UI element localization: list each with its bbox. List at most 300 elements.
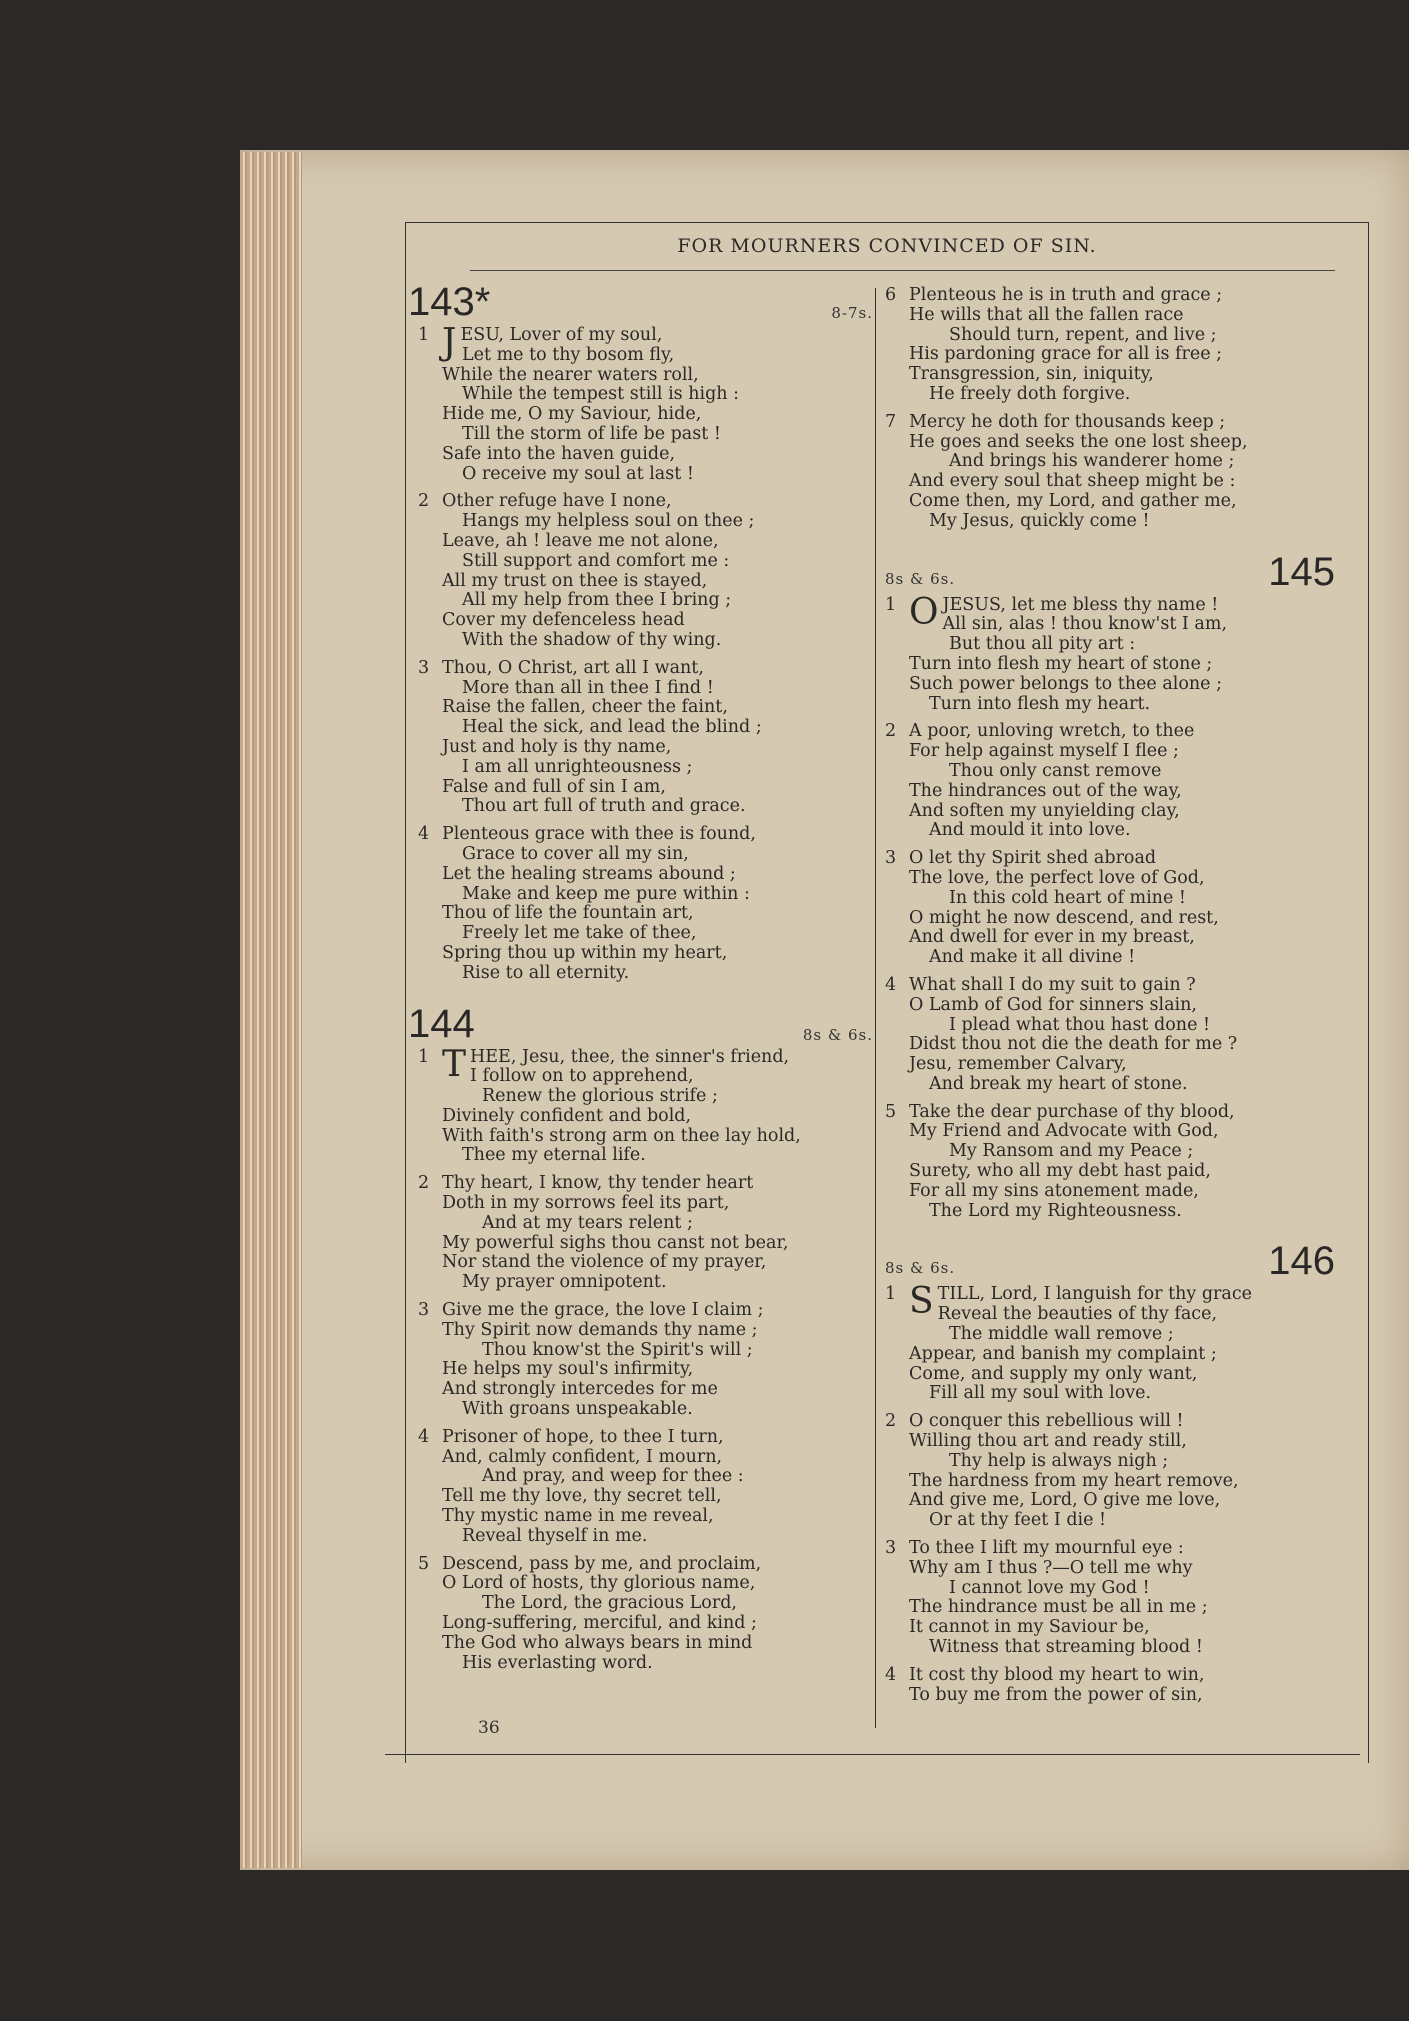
verse-text: Thy Spirit now demands thy name ; [442,1319,758,1340]
verse-line [418,1273,873,1293]
verse-line [418,924,873,944]
verse-line [418,944,873,964]
verse-line [418,797,873,817]
stanza-number: 7 [885,411,897,432]
verse-text: Hide me, O my Saviour, hide, [442,404,702,425]
stanza-number: 2 [885,721,897,742]
verse-line [418,611,873,631]
stanza [885,286,1335,405]
verse-line [885,1384,1335,1404]
verse-line [418,1555,873,1575]
verse-text: I am all unrighteousness ; [462,756,693,777]
verse-line [418,1400,873,1420]
verse-line [885,1075,1335,1095]
verse-line [885,889,1335,909]
verse-line [418,1428,873,1448]
verse-text: And, calmly confident, I mourn, [442,1446,723,1467]
stanza-number: 5 [885,1101,897,1122]
verse-text: Thy heart, I know, thy tender heart [442,1173,754,1194]
verse-text: Mercy he doth for thousands keep ; [909,411,1226,432]
stanza [418,1428,873,1547]
verse-line [418,346,873,366]
verse-line [418,631,873,651]
stanza-number: 4 [418,824,430,845]
stanza-number: 2 [885,1411,897,1432]
verse-text: Turn into flesh my heart of stone ; [909,653,1213,674]
verse-text: Long-suffering, merciful, and kind ; [442,1613,757,1634]
verse-line [885,1162,1335,1182]
verse-text: Still support and comfort me : [462,550,730,571]
verse-text: For all my sins atonement made, [909,1180,1199,1201]
verse-text: Nor stand the violence of my prayer, [442,1252,767,1273]
stanza [885,413,1335,532]
verse-text: Prisoner of hope, to thee I turn, [442,1426,724,1447]
left-column [408,280,873,1691]
verse-text: Cover my defenceless head [442,610,685,631]
verse-text: Why am I thus ?—O tell me why [909,1557,1193,1578]
verse-text: O might he now descend, and rest, [909,907,1219,928]
verse-line [418,1594,873,1614]
verse-line [418,385,873,405]
verse-line [418,1467,873,1487]
verse-line [885,1666,1335,1686]
verse-text: Plenteous he is in truth and grace ; [909,285,1223,305]
verse-text: It cost thy blood my heart to win, [909,1664,1205,1685]
stanza-number: 3 [418,1300,430,1321]
verse-line [885,365,1335,385]
verse-text: Such power belongs to thee alone ; [909,673,1222,694]
verse-line [418,904,873,924]
stanza [885,1539,1335,1658]
stanza [885,1666,1335,1706]
hymn-number: 144 [408,1001,475,1046]
verse-text: The love, the perfect love of God, [909,867,1205,888]
verse-text: Give me the grace, the love I claim ; [442,1300,764,1321]
verse-line [885,492,1335,512]
verse-line [418,532,873,552]
verse-line [885,1432,1335,1452]
verse-line [418,1527,873,1547]
verse-text: Jesu, remember Calvary, [909,1054,1127,1075]
hymn-heading [885,550,1335,596]
verse-line [418,738,873,758]
stanza [885,722,1335,841]
verse-line [885,742,1335,762]
verse-line [885,976,1335,996]
verse-text: And mould it into love. [929,820,1131,841]
verse-text: My Jesus, quickly come ! [929,510,1150,531]
verse-text: O Lord of hosts, thy glorious name, [442,1573,756,1594]
verse-line [418,465,873,485]
verse-text: Safe into the haven guide, [442,443,676,464]
verse-text: Till the storm of life be past ! [462,423,721,444]
hymn-meter: 8s & 6s. [885,1259,956,1278]
running-header: FOR MOURNERS CONVINCED OF SIN. [677,235,1097,257]
verse-line [885,1686,1335,1706]
verse-text: Willing thou art and ready still, [909,1431,1187,1452]
verse-text: O Lamb of God for sinners slain, [909,994,1197,1015]
stanza [885,976,1335,1095]
verse-line [418,1341,873,1361]
verse-text: Heal the sick, and lead the blind ; [462,717,762,738]
stanza [418,825,873,983]
verse-line [885,1055,1335,1075]
hymn [885,550,1335,1222]
verse-text: What shall I do my suit to gain ? [909,974,1196,995]
verse-line [885,1345,1335,1365]
stanza [885,1412,1335,1531]
stanza-number: 1 [885,1284,897,1305]
verse-text: O conquer this rebellious will ! [909,1411,1184,1432]
verse-text: And give me, Lord, O give me love, [909,1490,1221,1511]
verse-line [418,1487,873,1507]
verse-text: In this cold heart of mine ! [949,887,1186,908]
verse-line [418,1194,873,1214]
bottom-rule [385,1754,1360,1755]
verse-line [418,845,873,865]
hymn-meter: 8s & 6s. [802,1025,873,1044]
verse-text: TILL, Lord, I languish for thy grace [937,1284,1252,1305]
verse-text: Turn into flesh my heart. [929,693,1151,714]
verse-line [418,718,873,738]
verse-text: And soften my unyielding clay, [909,800,1180,821]
verse-text: Tell me thy love, thy secret tell, [442,1486,722,1507]
verse-text: Fill all my soul with love. [929,1383,1152,1404]
verse-line [885,1559,1335,1579]
verse-text: Plenteous grace with thee is found, [442,824,756,845]
verse-text: He helps my soul's infirmity, [442,1359,694,1380]
verse-text: The middle wall remove ; [949,1324,1174,1345]
verse-text: The hindrances out of the way, [909,780,1182,801]
stanza-number: 1 [885,594,897,615]
hymn-heading [408,1001,873,1048]
verse-line [418,778,873,798]
verse-line [418,1214,873,1234]
verse-text: Thou know'st the Spirit's will ; [482,1339,753,1360]
stanza [418,322,873,484]
verse-line [418,1321,873,1341]
verse-line [885,635,1335,655]
page-edges [240,152,302,1868]
stanza-number: 4 [418,1426,430,1447]
stanza-number: 2 [418,491,430,512]
stanza [885,849,1335,968]
verse-text: Transgression, sin, iniquity, [909,364,1154,385]
drop-cap: J [442,322,457,363]
verse-text: Thou of life the fountain art, [442,903,694,924]
verse-text: Come then, my Lord, and gather me, [909,490,1237,511]
verse-line [885,433,1335,453]
stanza [418,492,873,650]
verse-text: All my trust on thee is stayed, [442,570,708,591]
verse-line [885,1638,1335,1658]
verse-line [885,1202,1335,1222]
verse-line [885,1539,1335,1559]
verse-text: Appear, and banish my complaint ; [909,1343,1217,1364]
verse-line [885,1491,1335,1511]
verse-line [418,1360,873,1380]
verse-line [885,928,1335,948]
verse-text: My Ransom and my Peace ; [949,1141,1194,1162]
verse-line [418,698,873,718]
verse-text: All my help from thee I bring ; [462,590,732,611]
verse-text: And break my heart of stone. [929,1073,1188,1094]
verse-text: More than all in thee I find ! [462,677,714,698]
verse-line [418,964,873,984]
verse-line [885,849,1335,869]
stanza-number: 4 [885,974,897,995]
stanza [885,1281,1335,1404]
verse-text: The hindrance must be all in me ; [909,1597,1208,1618]
verse-text: The hardness from my heart remove, [909,1470,1239,1491]
verse-text: Didst thou not die the death for me ? [909,1034,1238,1055]
hymn-meter: 8-7s. [831,304,873,322]
verse-line [885,512,1335,532]
stanza-number: 5 [418,1553,430,1574]
verse-line [885,1016,1335,1036]
verse-text: But thou all pity art : [949,634,1136,655]
verse-text: To thee I lift my mournful eye : [909,1538,1184,1559]
verse-text: All sin, alas ! thou know'st I am, [942,614,1228,635]
stanza [418,1555,873,1674]
verse-text: Thee my eternal life. [462,1145,646,1166]
stanza-number: 1 [418,1046,430,1067]
verse-text: I cannot love my God ! [949,1577,1150,1598]
verse-text: Descend, pass by me, and proclaim, [442,1553,762,1574]
verse-text: Thou art full of truth and grace. [462,796,746,817]
verse-line [418,1448,873,1468]
verse-line [885,472,1335,492]
hymn [408,1001,873,1674]
hymn-number: 146 [1268,1239,1335,1284]
verse-line [418,1574,873,1594]
verse-line [418,1146,873,1166]
verse-line [418,885,873,905]
verse-text: And brings his wanderer home ; [949,451,1235,472]
verse-text: While the nearer waters roll, [442,364,699,385]
verse-line [885,762,1335,782]
verse-text: Thy mystic name in me reveal, [442,1506,714,1527]
verse-line [418,1253,873,1273]
verse-text: Let me to thy bosom fly, [462,344,675,365]
verse-line [885,655,1335,675]
verse-line [418,1301,873,1321]
page-number: 36 [478,1718,500,1738]
verse-line [885,1182,1335,1202]
verse-text: Doth in my sorrows feel its part, [442,1193,730,1214]
verse-line [885,802,1335,822]
verse-text: False and full of sin I am, [442,776,666,797]
verse-line [885,306,1335,326]
verse-line [418,1507,873,1527]
verse-text: And pray, and weep for thee : [482,1466,744,1487]
stanza [885,591,1335,715]
stanza [418,1301,873,1420]
verse-line [418,1087,873,1107]
verse-line [885,326,1335,346]
verse-text: I follow on to apprehend, [470,1066,694,1087]
verse-text: Freely let me take of thee, [462,923,697,944]
verse-text: Divinely confident and bold, [442,1105,692,1126]
verse-line [418,552,873,572]
verse-line [885,1598,1335,1618]
verse-text: His everlasting word. [462,1652,653,1673]
verse-line [885,615,1335,635]
verse-text: Witness that streaming blood ! [929,1637,1203,1658]
verse-text: My Friend and Advocate with God, [909,1121,1219,1142]
stanza [418,1043,873,1167]
stanza-number: 1 [418,325,430,345]
verse-line [885,909,1335,929]
verse-line [418,1614,873,1634]
hymn [885,286,1335,532]
verse-line [885,413,1335,433]
verse-text: The Lord, the gracious Lord, [482,1593,737,1614]
verse-line [418,679,873,699]
verse-text: Let the healing streams abound ; [442,863,736,884]
verse-line [885,1305,1335,1325]
verse-text: Leave, ah ! leave me not alone, [442,530,719,551]
verse-line [885,1472,1335,1492]
verse-text: Or at thy feet I die ! [929,1510,1107,1531]
verse-text: Other refuge have I none, [442,491,672,512]
verse-line [418,405,873,425]
verse-text: And strongly intercedes for me [442,1379,718,1400]
verse-text: O receive my soul at last ! [462,463,694,484]
verse-text: And at my tears relent ; [482,1212,693,1233]
verse-line [418,1067,873,1087]
verse-line [418,445,873,465]
verse-text: He freely doth forgive. [929,383,1131,404]
verse-line [418,572,873,592]
hymn-meter: 8s & 6s. [885,569,956,588]
verse-line [885,722,1335,742]
verse-text: Should turn, repent, and live ; [949,324,1217,345]
verse-text: The God who always bears in mind [442,1632,753,1653]
verse-line [885,1452,1335,1472]
verse-line [418,758,873,778]
verse-text: My prayer omnipotent. [462,1272,667,1293]
verse-line [885,1103,1335,1123]
verse-line [418,1107,873,1127]
verse-line [885,1325,1335,1345]
verse-line [418,492,873,512]
verse-line [885,675,1335,695]
verse-line [418,1174,873,1194]
verse-text: Renew the glorious strife ; [482,1086,718,1107]
hymn-heading [885,1239,1335,1285]
header-rule [470,270,1335,271]
verse-line [418,591,873,611]
verse-text: Grace to cover all my sin, [462,843,689,864]
verse-line [885,869,1335,889]
verse-line [418,366,873,386]
verse-line [418,425,873,445]
verse-text: While the tempest still is high : [462,384,740,405]
verse-line [418,825,873,845]
verse-text: His pardoning grace for all is free ; [909,344,1223,365]
verse-text: He wills that all the fallen race [909,304,1184,325]
right-column [885,286,1335,1723]
verse-text: With the shadow of thy wing. [462,629,722,650]
verse-text: I plead what thou hast done ! [949,1014,1211,1035]
verse-text: JESUS, let me bless thy name ! [942,594,1219,615]
stanza-number: 6 [885,285,897,305]
verse-line [418,1634,873,1654]
verse-line [885,385,1335,405]
hymn-number: 145 [1268,549,1335,594]
verse-line [418,1234,873,1254]
verse-text: Come, and supply my only want, [909,1363,1198,1384]
verse-text: The Lord my Righteousness. [929,1200,1182,1221]
verse-line [885,1579,1335,1599]
verse-line [418,659,873,679]
verse-text: Make and keep me pure within : [462,883,750,904]
drop-cap: O [909,591,939,633]
verse-text: Hangs my helpless soul on thee ; [462,511,755,532]
verse-line [885,1618,1335,1638]
hymn [408,280,873,984]
drop-cap: S [909,1281,934,1323]
verse-text: With groans unspeakable. [462,1399,693,1420]
verse-text: For help against myself I flee ; [909,741,1179,762]
stanza-number: 3 [885,1538,897,1559]
verse-text: ESU, Lover of my soul, [460,325,663,345]
verse-line [885,1412,1335,1432]
verse-line [885,1035,1335,1055]
stanza-number: 4 [885,1664,897,1685]
verse-text: Surety, who all my debt hast paid, [909,1161,1211,1182]
stanza-number: 3 [418,657,430,678]
stanza [418,1174,873,1293]
verse-text: Thou, O Christ, art all I want, [442,657,704,678]
verse-line [885,1142,1335,1162]
hymn-number: 143* [408,280,491,324]
hymn [885,1239,1335,1705]
verse-text: Spring thou up within my heart, [442,942,728,963]
verse-text: He goes and seeks the one lost sheep, [909,431,1248,452]
verse-text: It cannot in my Saviour be, [909,1617,1150,1638]
verse-text: Rise to all eternity. [462,962,630,983]
verse-line [885,695,1335,715]
hymn-heading [408,280,873,326]
verse-line [418,1654,873,1674]
verse-text: Raise the fallen, cheer the faint, [442,697,728,718]
verse-line [418,1127,873,1147]
stanza-number: 3 [885,848,897,869]
verse-text: Just and holy is thy name, [442,736,672,757]
verse-line [885,948,1335,968]
verse-line [418,1380,873,1400]
verse-line [885,1511,1335,1531]
verse-line [885,821,1335,841]
verse-line [885,286,1335,306]
verse-line [418,865,873,885]
verse-text: And every soul that sheep might be : [909,471,1236,492]
verse-text: Take the dear purchase of thy blood, [909,1101,1235,1122]
verse-text: O let thy Spirit shed abroad [909,848,1157,869]
stanza-number: 2 [418,1173,430,1194]
verse-text: And make it all divine ! [929,947,1136,968]
verse-text: HEE, Jesu, thee, the sinner's friend, [470,1046,790,1067]
verse-text: With faith's strong arm on thee lay hold, [442,1125,801,1146]
verse-text: Reveal the beauties of thy face, [937,1304,1218,1325]
verse-text: To buy me from the power of sin, [909,1684,1203,1705]
verse-line [885,1122,1335,1142]
stanza [418,659,873,817]
verse-line [418,512,873,532]
verse-text: And dwell for ever in my breast, [909,927,1195,948]
